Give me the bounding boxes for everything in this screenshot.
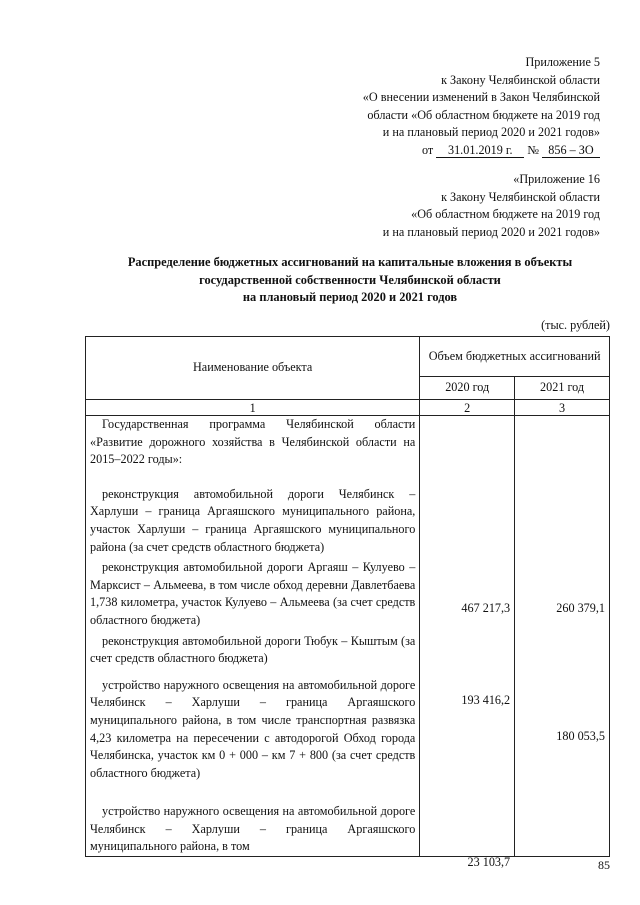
annex-header — [363, 54, 600, 160]
annex-line: Приложение 5 — [525, 55, 600, 69]
annex-inner-line: «Приложение 16 — [513, 172, 600, 186]
object-names-cell — [86, 416, 420, 857]
col-number-3: 3 — [515, 400, 610, 416]
value-2020: 193 416,2 — [461, 693, 511, 707]
col-header-2020: 2020 год — [420, 376, 515, 399]
col-header-2021: 2021 год — [515, 376, 610, 399]
object-name: устройство наружного освещения на автомобильной дороге Челябинск – Харлуши – граница Аргаяшского муниципального района, в том числе транспортная развязка 4,23 километра на пересечении с автодорогой Обход города Челябинска, участок км 0 + 000 – км 7 + 800 (за счет средств областного бюджета) — [90, 677, 416, 780]
annex-inner-header — [383, 171, 600, 241]
law-number: 856 – ЗО — [542, 143, 600, 158]
col-header-name: Наименование объекта — [86, 337, 420, 400]
annex-inner-line: к Закону Челябинской области — [441, 189, 600, 204]
annex-line: и на плановый период 2020 и 2021 годов» — [382, 125, 600, 140]
value-2021: 180 053,5 — [556, 729, 605, 743]
value-2020: 23 103,7 — [467, 855, 511, 869]
table-row — [86, 416, 610, 857]
title-line-1: Распределение бюджетных ассигнований на капитальные вложения в объекты — [127, 255, 573, 269]
object-name: реконструкция автомобильной дороги Тюбук – Кыштым (за счет средств областного бюджета) — [90, 633, 416, 666]
annex-inner-line: и на плановый период 2020 и 2021 годов» — [382, 224, 600, 239]
col-number-1: 1 — [86, 400, 420, 416]
page-number: 85 — [598, 858, 610, 872]
values-2021-cell — [515, 416, 610, 857]
annex-line: к Закону Челябинской области — [441, 72, 600, 87]
annex-line: области «Об областном бюджете на 2019 год — [367, 107, 600, 122]
program-title: Государственная программа Челябинской области «Развитие дорожного хозяйства в Челябинской области на 2015–2022 годы»: — [90, 417, 416, 467]
date-prefix: от — [421, 142, 434, 157]
law-date: 31.01.2019 г. — [436, 143, 524, 158]
annex-inner-line: «Об областном бюджете на 2019 год — [411, 207, 600, 222]
title-line-3: на плановый период 2020 и 2021 годов — [242, 290, 458, 304]
value-2020: 467 217,3 — [461, 601, 511, 615]
col-header-volume: Объем бюджетных ассигнований — [420, 337, 610, 377]
units-label: (тыс. рублей) — [541, 318, 610, 332]
col-number-2: 2 — [420, 400, 515, 416]
values-2020-cell — [420, 416, 515, 869]
object-name: реконструкция автомобильной дороги Челябинск – Харлуши – граница Аргаяшского муниципального района, участок Харлуши – граница Аргаяшского муниципального района (за счет средств областного бюджета) — [90, 486, 416, 554]
value-2021: 260 379,1 — [556, 601, 605, 615]
annex-line: «О внесении изменений в Закон Челябинской — [362, 90, 600, 105]
number-prefix: № — [527, 142, 539, 157]
annex-date-line — [363, 142, 600, 160]
title-line-2: государственной собственности Челябинской области — [199, 272, 501, 287]
object-name: устройство наружного освещения на автомобильной дороге Челябинск – Харлуши – граница Аргаяшского муниципального района, в том — [90, 804, 416, 854]
object-name: реконструкция автомобильной дороги Аргаяш – Кулуево – Марксист – Альмеева, в том числе обход деревни Давлетбаева 1,738 километра, участок Кулуево – Альмеева (за счет средств областного бюджета) — [90, 560, 416, 627]
document-title — [80, 254, 620, 307]
